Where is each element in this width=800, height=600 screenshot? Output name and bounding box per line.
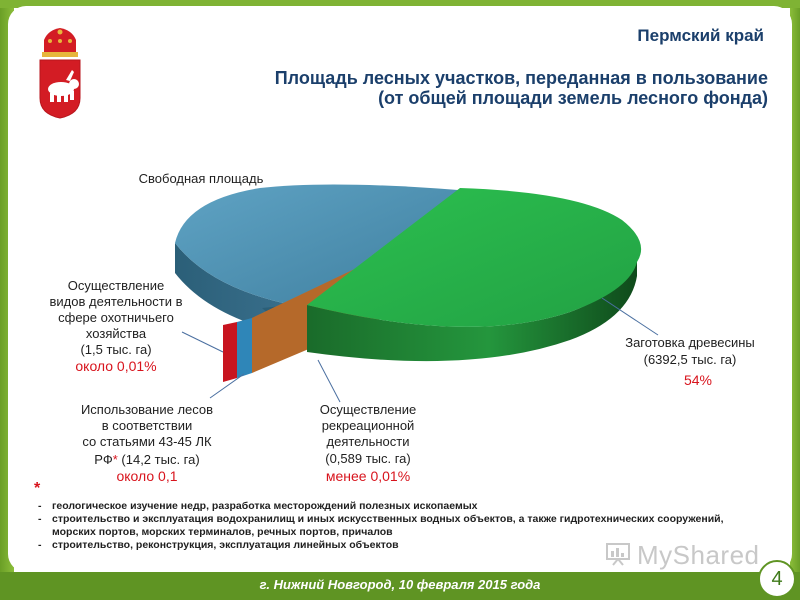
- label-recreation-line1: Осуществление: [319, 402, 417, 417]
- label-forest-use-line4: [94, 452, 199, 467]
- label-forest-use-line1: Использование лесов: [80, 402, 214, 417]
- title-line-2: (от общей площади земель лесного фонда): [378, 88, 768, 108]
- label-forest-use-line2: в соответствии: [101, 418, 193, 433]
- label-recreation-line3: деятельности: [326, 434, 410, 449]
- label-forest-use-rf: РФ: [94, 452, 113, 467]
- label-free: Свободная площадь: [138, 171, 264, 186]
- label-forest-use-pct: около 0,1: [116, 468, 178, 484]
- label-recreation-line2: рекреационной: [321, 418, 415, 433]
- page-number: 4: [758, 560, 796, 598]
- label-hunting-line3: сфере охотничьего: [58, 310, 174, 325]
- label-recreation-line4: (0,589 тыс. га): [325, 451, 411, 466]
- note-item: - строительство, реконструкция, эксплуатация линейных объектов: [38, 539, 758, 552]
- slice-hunting: [223, 322, 237, 382]
- label-hunting-line5: (1,5 тыс. га): [80, 342, 152, 357]
- label-hunting-line1: Осуществление: [67, 278, 165, 293]
- label-timber-pct: 54%: [683, 372, 713, 388]
- leader-recreation: [318, 360, 340, 402]
- title-line-1: Площадь лесных участков, переданная в пользование: [274, 68, 768, 88]
- slice-forest-use: [237, 318, 252, 378]
- label-recreation-pct: менее 0,01%: [325, 468, 411, 484]
- note-item: - строительство и эксплуатация водохранилищ и иных искусственных водных объектов, а также гидротехнических сооружений, морских портов, морских терминалов, речных портов, причалов: [38, 513, 758, 539]
- label-hunting-pct: около 0,01%: [75, 358, 157, 374]
- label-forest-use-line3: со статьями 43-45 ЛК: [82, 434, 212, 449]
- label-timber-line2: (6392,5 тыс. га): [643, 352, 737, 367]
- notes-star: *: [34, 480, 41, 497]
- label-forest-use-star: *: [112, 452, 118, 467]
- label-forest-use-area: (14,2 тыс. га): [121, 452, 200, 467]
- footer-text: г. Нижний Новгород, 10 февраля 2015 года: [259, 577, 541, 592]
- presentation-board-icon: [605, 542, 631, 566]
- region-name: Пермский край: [637, 26, 764, 45]
- label-hunting-line2: видов деятельности в: [49, 294, 183, 309]
- watermark-text: MyShared: [637, 540, 760, 570]
- label-timber-line1: Заготовка древесины: [625, 335, 755, 350]
- note-item: - геологическое изучение недр, разработка месторождений полезных ископаемых: [38, 500, 758, 513]
- label-hunting-line4: хозяйства: [85, 326, 147, 341]
- watermark: [605, 540, 760, 571]
- leader-hunting: [182, 332, 223, 352]
